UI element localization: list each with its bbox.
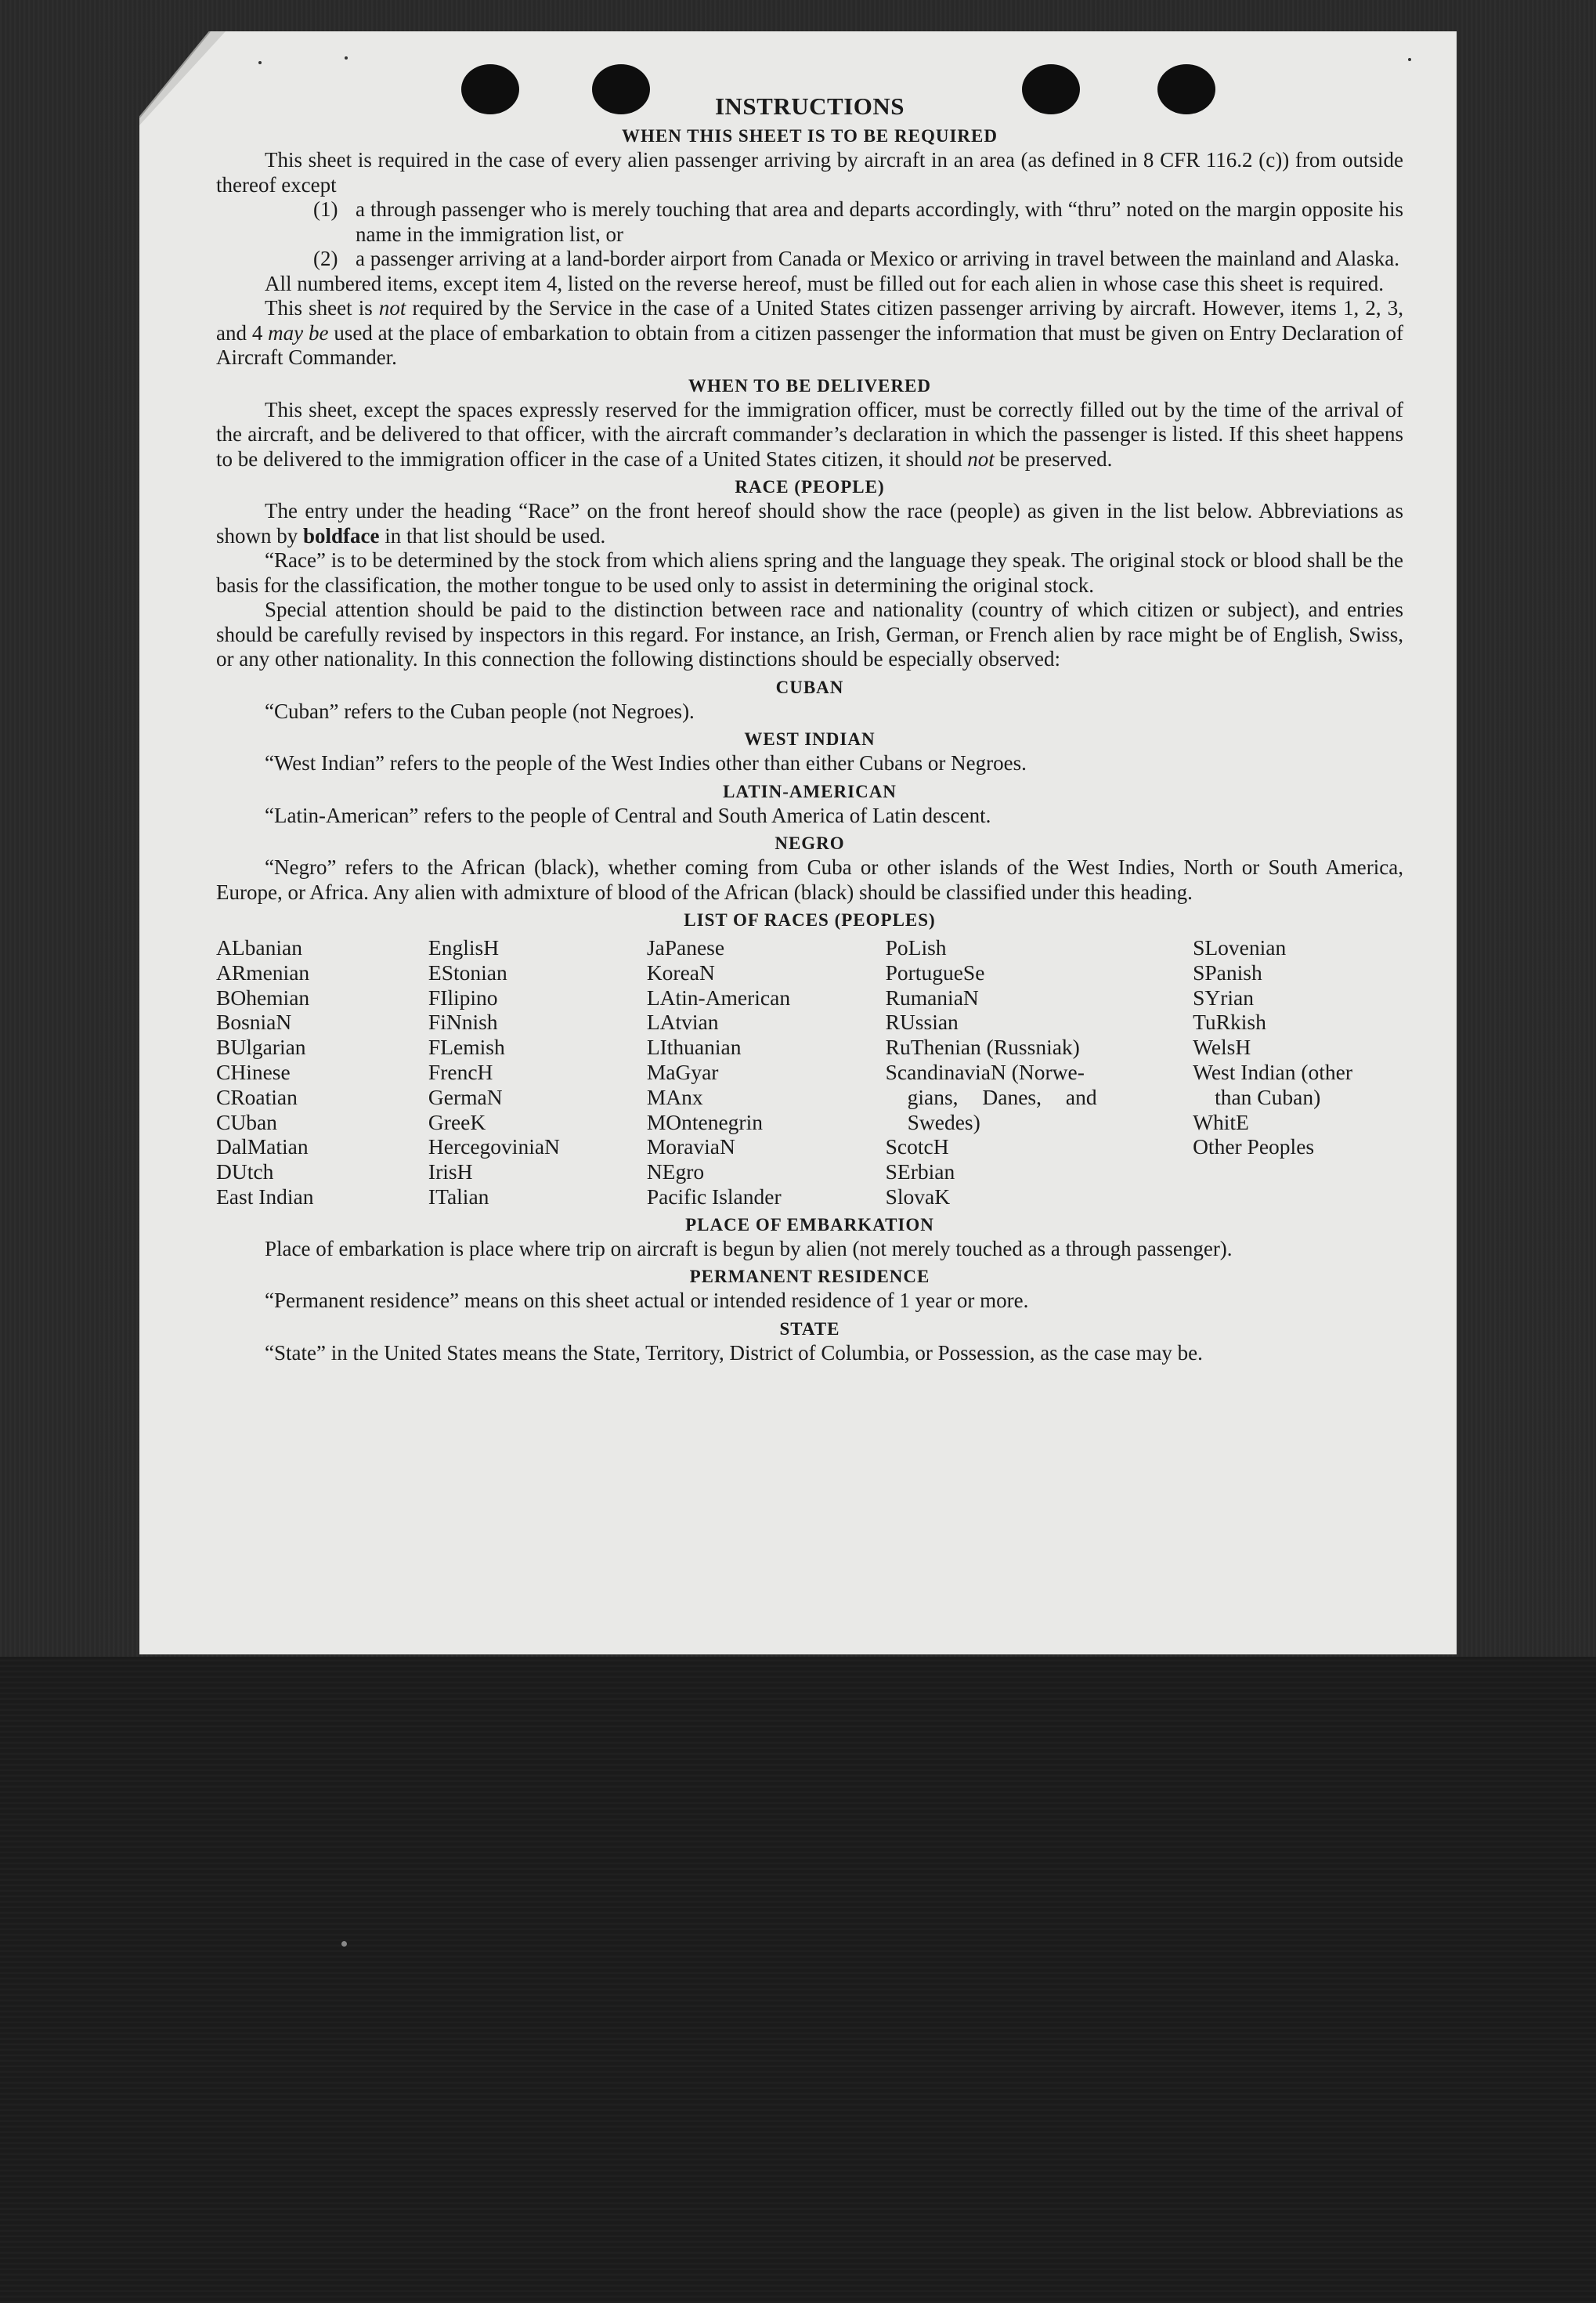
race-entry: BUlgarian — [216, 1035, 306, 1060]
film-background — [0, 1657, 1596, 2303]
item-text: a through passenger who is merely touching that area and departs accordingly, with “thru” noted on the margin opposite his name in the immigration list, or — [356, 197, 1403, 246]
race-entry: ScotcH — [885, 1134, 949, 1159]
race-entry: WhitE — [1193, 1109, 1249, 1134]
race-entry: FLemish — [428, 1035, 505, 1060]
race-entry: CHinese — [216, 1059, 291, 1084]
item-number: (2) — [313, 247, 338, 270]
race-entry: MaGyar — [646, 1059, 719, 1084]
paragraph: “State” in the United States means the State, Territory, District of Columbia, or Possession, as the case may be. — [265, 1340, 1203, 1365]
race-column — [647, 935, 886, 1209]
race-entry: FrencH — [428, 1059, 493, 1084]
race-entry: ARmenian — [216, 960, 310, 985]
race-entry: SPanish — [1193, 960, 1262, 985]
race-entry: East Indian — [216, 1184, 314, 1209]
race-entry: DalMatian — [216, 1134, 309, 1159]
race-entry: Swedes) — [907, 1109, 980, 1134]
race-entry: PoLish — [885, 935, 947, 960]
paragraph: “Cuban” refers to the Cuban people (not Negroes). — [265, 699, 695, 723]
paragraph: Special attention should be paid to the distinction between race and nationality (country of which citizen or subject), and entries should be carefully revised by inspectors in this regard. For instance, an Irish, German, or French alien by race might be of English, Swiss, or any other nationality. In this connection the following distinctions should be especially observed: — [216, 598, 1403, 671]
paragraph: Place of embarkation is place where trip on aircraft is begun by alien (not merely touched as a through passenger). — [265, 1236, 1233, 1260]
item-text: a passenger arriving at a land-border airport from Canada or Mexico or arriving in travel between the mainland and Alaska. — [356, 247, 1400, 270]
page-title: INSTRUCTIONS — [714, 92, 905, 120]
race-entry: LIthuanian — [646, 1035, 742, 1060]
paragraph: “Negro” refers to the African (black), whether coming from Cuba or other islands of the West Indies, North or South America, Europe, or Africa. Any alien with admixture of blood of the African (black) should be classified under this heading. — [216, 855, 1403, 904]
race-entry: SlovaK — [885, 1184, 951, 1209]
race-entry: SYrian — [1193, 985, 1254, 1010]
section-heading: PERMANENT RESIDENCE — [689, 1267, 930, 1287]
race-entry: ITalian — [428, 1184, 489, 1209]
race-column — [428, 935, 647, 1209]
race-entry: RUssian — [885, 1010, 959, 1035]
speck — [1408, 58, 1411, 61]
race-entry: ALbanian — [216, 935, 302, 960]
race-entry: SErbian — [885, 1159, 955, 1184]
paragraph: “Latin-American” refers to the people of Central and South America of Latin descent. — [265, 803, 991, 827]
race-entry: TuRkish — [1193, 1010, 1266, 1035]
section-heading: STATE — [779, 1318, 840, 1339]
paragraph: This sheet, except the spaces expressly reserved for the immigration officer, must be correctly filled out by the time of the arrival of the aircraft, and be delivered to that officer, with the aircraft commander’s declaration in which the passenger is listed. If this sheet happens to be delivered to the immigration officer in the case of a United States citizen, it should not be preserved. — [216, 397, 1403, 471]
section-heading: WHEN THIS SHEET IS TO BE REQUIRED — [622, 126, 998, 146]
race-column — [886, 935, 1193, 1209]
race-entry: LAtin-American — [646, 985, 791, 1010]
speck — [258, 61, 262, 64]
race-entry: RuThenian (Russniak) — [885, 1035, 1080, 1060]
race-entry: GermaN — [428, 1084, 503, 1109]
race-entry: DUtch — [216, 1159, 274, 1184]
race-entry: BosniaN — [216, 1010, 292, 1035]
folded-corner — [139, 31, 226, 125]
race-entry: ScandinaviaN (Norwe- — [885, 1059, 1085, 1084]
race-entry: FiNnish — [428, 1010, 498, 1035]
speck — [345, 56, 348, 60]
race-column — [1193, 935, 1403, 1209]
paragraph: This sheet is not required by the Service in the case of a United States citizen passenger arriving by aircraft. However, items 1, 2, 3, and 4 may be used at the place of embarkation to obtain from a citizen passenger the information that must be given on Entry Declaration of Aircraft Commander. — [216, 296, 1404, 369]
race-entry: GreeK — [428, 1109, 486, 1134]
section-heading: PLACE OF EMBARKATION — [685, 1214, 934, 1235]
race-entry: Other Peoples — [1193, 1134, 1315, 1159]
race-entry: Pacific Islander — [646, 1184, 782, 1209]
race-entry: HercegoviniaN — [428, 1134, 560, 1159]
race-entry: SLovenian — [1193, 935, 1287, 960]
paragraph: “West Indian” refers to the people of the West Indies other than either Cubans or Negroes. — [265, 751, 1027, 775]
race-entry: MOntenegrin — [646, 1109, 763, 1134]
race-entry: RumaniaN — [885, 985, 979, 1010]
race-entry: FIlipino — [428, 985, 498, 1010]
race-entry: CRoatian — [216, 1084, 298, 1109]
instructions-content — [216, 92, 1403, 1365]
paragraph: The entry under the heading “Race” on the front hereof should show the race (people) as given in the list below. Abbreviations as shown by boldface in that list should be used. — [216, 499, 1403, 548]
section-heading: LIST OF RACES (PEOPLES) — [684, 910, 936, 930]
section-heading: RACE (PEOPLE) — [735, 477, 885, 497]
section-heading: NEGRO — [775, 833, 845, 853]
race-entry: EnglisH — [428, 935, 500, 960]
paragraph: “Race” is to be determined by the stock from which aliens spring and the language they speak. The original stock or blood shall be the basis for the classification, the mother tongue to be used only to assist in determining the original stock. — [216, 548, 1403, 597]
race-entry: BOhemian — [216, 985, 310, 1010]
race-entry: EStonian — [428, 960, 507, 985]
list-item — [216, 197, 1403, 247]
section-heading: WEST INDIAN — [744, 729, 876, 749]
race-entry: West Indian (other — [1193, 1059, 1353, 1084]
paragraph: All numbered items, except item 4, listed on the reverse hereof, must be filled out for each alien in whose case this sheet is required. — [265, 271, 1385, 295]
paragraph: “Permanent residence” means on this sheet actual or intended residence of 1 year or more. — [265, 1289, 1029, 1313]
race-entry: MAnx — [646, 1084, 703, 1109]
section-heading: WHEN TO BE DELIVERED — [688, 375, 931, 396]
race-entry: than Cuban) — [1215, 1084, 1321, 1109]
race-entry: WelsH — [1193, 1035, 1251, 1060]
race-entry: NEgro — [646, 1159, 705, 1184]
race-entry: KoreaN — [646, 960, 715, 985]
race-entry: IrisH — [428, 1159, 473, 1184]
race-list — [216, 935, 1403, 1209]
race-entry: PortugueSe — [885, 960, 985, 985]
speck — [341, 1941, 347, 1947]
item-number: (1) — [313, 197, 338, 221]
race-entry: JaPanese — [646, 935, 725, 960]
list-item — [216, 247, 1403, 272]
race-column — [216, 935, 428, 1209]
race-entry: MoraviaN — [646, 1134, 735, 1159]
section-heading: LATIN-AMERICAN — [723, 781, 897, 801]
race-entry: gians, Danes, and — [907, 1084, 1097, 1109]
paragraph: This sheet is required in the case of every alien passenger arriving by aircraft in an area (as defined in 8 CFR 116.2 (c)) from outside thereof except — [216, 148, 1403, 197]
race-entry: LAtvian — [646, 1010, 719, 1035]
race-entry: CUban — [216, 1109, 277, 1134]
section-heading: CUBAN — [775, 677, 844, 697]
